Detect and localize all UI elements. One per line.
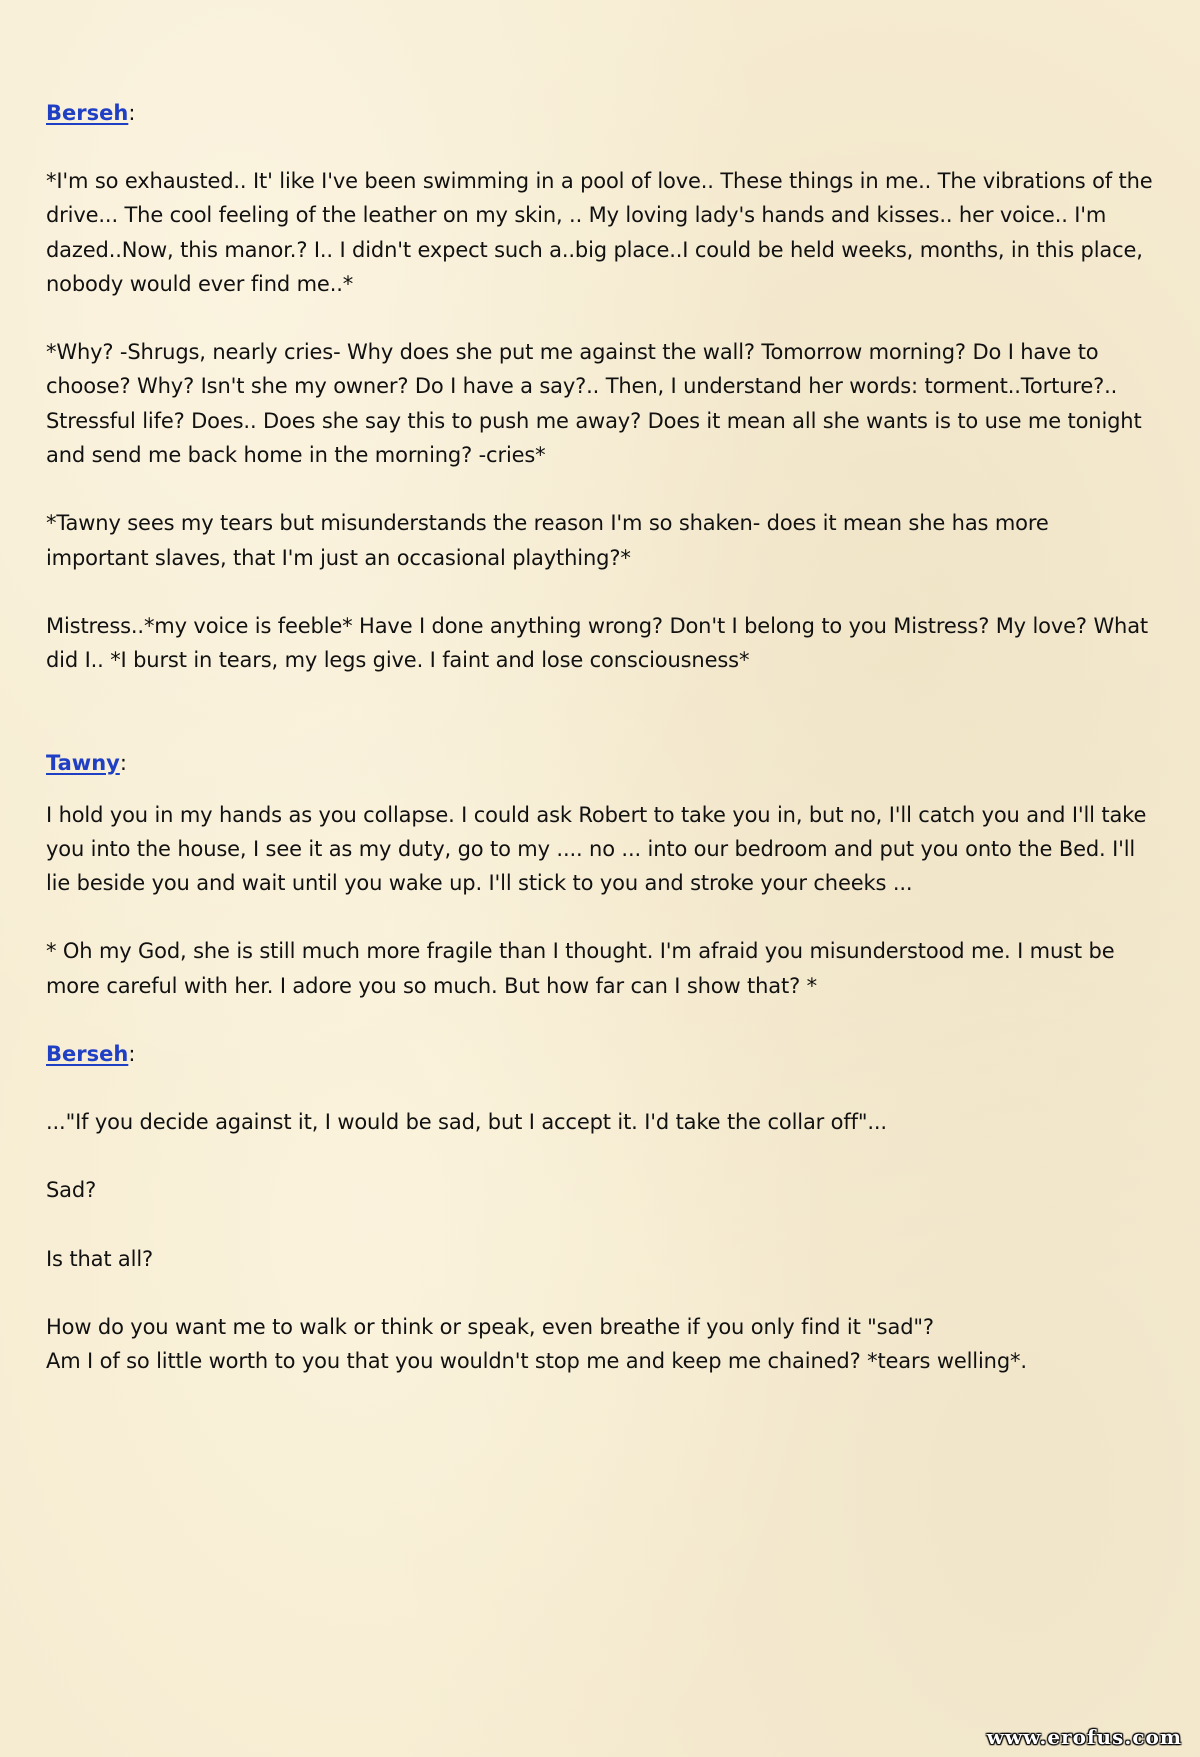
paragraph: Mistress..*my voice is feeble* Have I done anything wrong? Don't I belong to you Mistress? My love? What did I.. *I burst in tears, my legs give. I faint and lose consciousness* — [46, 613, 1149, 673]
speaker-heading-berseh-2 — [46, 1037, 1156, 1071]
speaker-name[interactable]: Tawny — [46, 750, 120, 775]
speaker-colon: : — [119, 750, 127, 775]
paragraph: * Oh my God, she is still much more fragile than I thought. I'm afraid you misunderstood me. I must be more careful with her. I adore you so much. But how far can I show that? * — [46, 939, 1115, 998]
paragraph: ..."If you decide against it, I would be sad, but I accept it. I'd take the collar off"... — [46, 1110, 887, 1135]
paragraph: *I'm so exhausted.. It' like I've been swimming in a pool of love.. These things in me.. The vibrations of the drive... The cool feeling of the leather on my skin, .. My loving lady's hands and kisses.. her voice.. I'm dazed..Now, this manor.? I.. I didn't expect such a..big place..I could be held weeks, months, in this place, nobody would ever find me..* — [46, 169, 1153, 296]
speaker-colon: : — [128, 101, 136, 125]
paragraph: *Why? -Shrugs, nearly cries- Why does she put me against the wall? Tomorrow morning? Do I have to choose? Why? Isn't she my owner? Do I have a say?.. Then, I understand her words: torment..Torture?.. Stressful life? Does.. Does she say this to push me away? Does it mean all she wants is to use me tonight and send me back home in the morning? -cries* — [46, 340, 1142, 468]
paragraph: Sad? — [46, 1178, 97, 1203]
document-page — [46, 96, 1156, 1379]
speaker-colon: : — [128, 1042, 136, 1067]
speaker-heading-berseh-1 — [46, 96, 1156, 130]
speaker-name[interactable]: Berseh — [46, 101, 129, 125]
paragraph: How do you want me to walk or think or speak, even breathe if you only find it "sad"? Am I of so little worth to you that you wouldn't stop me and keep me chained? *tears welling*. — [46, 1314, 1027, 1374]
speaker-heading-tawny — [46, 746, 1156, 780]
paragraph: Is that all? — [46, 1246, 154, 1271]
watermark: www.erofus.com — [986, 1725, 1182, 1749]
paragraph: *Tawny sees my tears but misunderstands the reason I'm so shaken- does it mean she has more important slaves, that I'm just an occasional plaything?* — [46, 511, 1049, 570]
speaker-name[interactable]: Berseh — [46, 1042, 129, 1067]
paragraph: I hold you in my hands as you collapse. I could ask Robert to take you in, but no, I'll catch you and I'll take you into the house, I see it as my duty, go to my .... no ... into our bedroom and put you onto the Bed. I'll lie beside you and wait until you wake up. I'll stick to you and stroke your cheeks ... — [46, 802, 1147, 896]
